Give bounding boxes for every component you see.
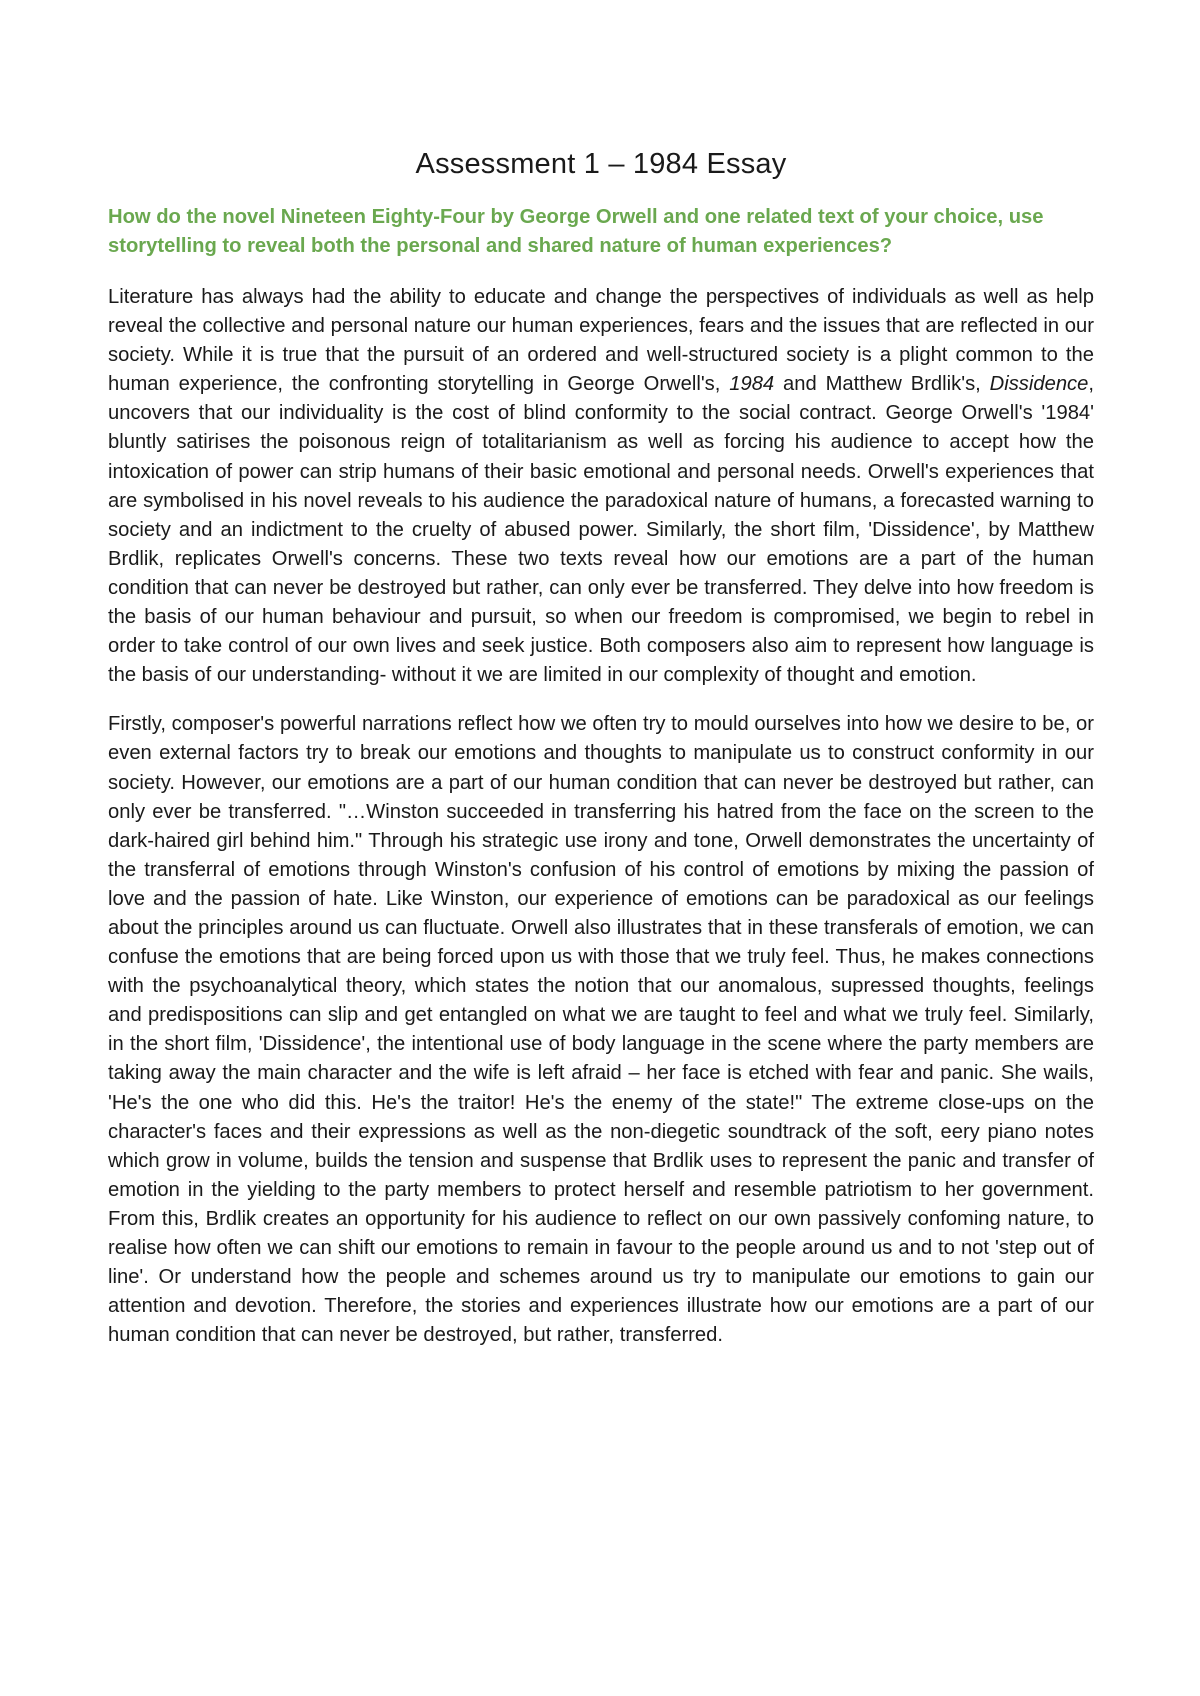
paragraph-1-italic-1984: 1984 [729, 373, 775, 396]
paragraph-body-1: Firstly, composer's powerful narrations reflect how we often try to mould ourselves into how we desire to be, or even external factors try to break our emotions and thoughts to manipulate us to construct conformity in our society. However, our emotions are a part of our human condition that can never be destroyed but rather, can only ever be transferred. "…Winston succeeded in transferring his hatred from the face on the screen to the dark-haired girl behind him." Through his strategic use irony and tone, Orwell demonstrates the uncertainty of the transferral of emotions through Winston's confusion of his control of emotions by mixing the passion of love and the passion of hate. Like Winston, our experience of emotions can be paradoxical as our feelings about the principles around us can fluctuate. Orwell also illustrates that in these transferals of emotion, we can confuse the emotions that are being forced upon us with those that we truly feel. Thus, he makes connections with the psychoanalytical theory, which states the notion that our anomalous, supressed thoughts, feelings and predispositions can slip and get entangled on what we are taught to feel and what we truly feel. Similarly, in the short film, 'Dissidence', the intentional use of body language in the scene where the party members are taking away the main character and the wife is left afraid – her face is etched with fear and panic. She wails, 'He's the one who did this. He's the traitor! He's the enemy of the state!" The extreme close-ups on the character's faces and their expressions as well as the non-diegetic soundtrack of the soft, eery piano notes which grow in volume, builds the tension and suspense that Brdlik uses to represent the panic and transfer of emotion in the yielding to the party members to protect herself and resemble patriotism to her government. From this, Brdlik creates an opportunity for his audience to reflect on our own passively confoming nature, to realise how often we can shift our emotions to remain in favour to the people around us and to not 'step out of line'. Or understand how the people and schemes around us try to manipulate our emotions to gain our attention and devotion. Therefore, the stories and experiences illustrate how our emotions are a part of our human condition that can never be destroyed, but rather, transferred. [108, 713, 1094, 1347]
document-title: Assessment 1 – 1984 Essay [415, 148, 787, 180]
paragraph-1-text-a: Literature has always had the ability to educate and change the perspectives of individuals as well as help reveal the collective and personal nature our human experiences, fears and the issues that are reflected in our society. While it is true that the pursuit of an ordered and well-structured society is a plight common to the human experience, the confronting storytelling in George Orwell's, [108, 286, 1094, 396]
paragraph-introduction [108, 283, 1094, 690]
paragraph-1-text-b: and Matthew Brdlik's, [774, 373, 990, 396]
paragraph-1-text-c: , uncovers that our individuality is the cost of blind conformity to the social contract. George Orwell's '1984' bluntly satirises the poisonous reign of totalitarianism as well as forcing his audience to accept how the intoxication of power can strip humans of their basic emotional and personal needs. Orwell's experiences that are symbolised in his novel reveals to his audience the paradoxical nature of humans, a forecasted warning to society and an indictment to the cruelty of abused power. Similarly, the short film, 'Dissidence', by Matthew Brdlik, replicates Orwell's concerns. These two texts reveal how our emotions are a part of the human condition that can never be destroyed but rather, can only ever be transferred. They delve into how freedom is the basis of our human behaviour and pursuit, so when our freedom is compromised, we begin to rebel in order to take control of our own lives and seek justice. Both composers also aim to represent how language is the basis of our understanding- without it we are limited in our complexity of thought and emotion. [108, 373, 1094, 687]
paragraph-1-italic-dissidence: Dissidence [989, 373, 1089, 396]
essay-question: How do the novel Nineteen Eighty-Four by George Orwell and one related text of your choice, use storytelling to reveal both the personal and shared nature of human experiences? [108, 206, 1044, 257]
document-content [108, 148, 1094, 1370]
